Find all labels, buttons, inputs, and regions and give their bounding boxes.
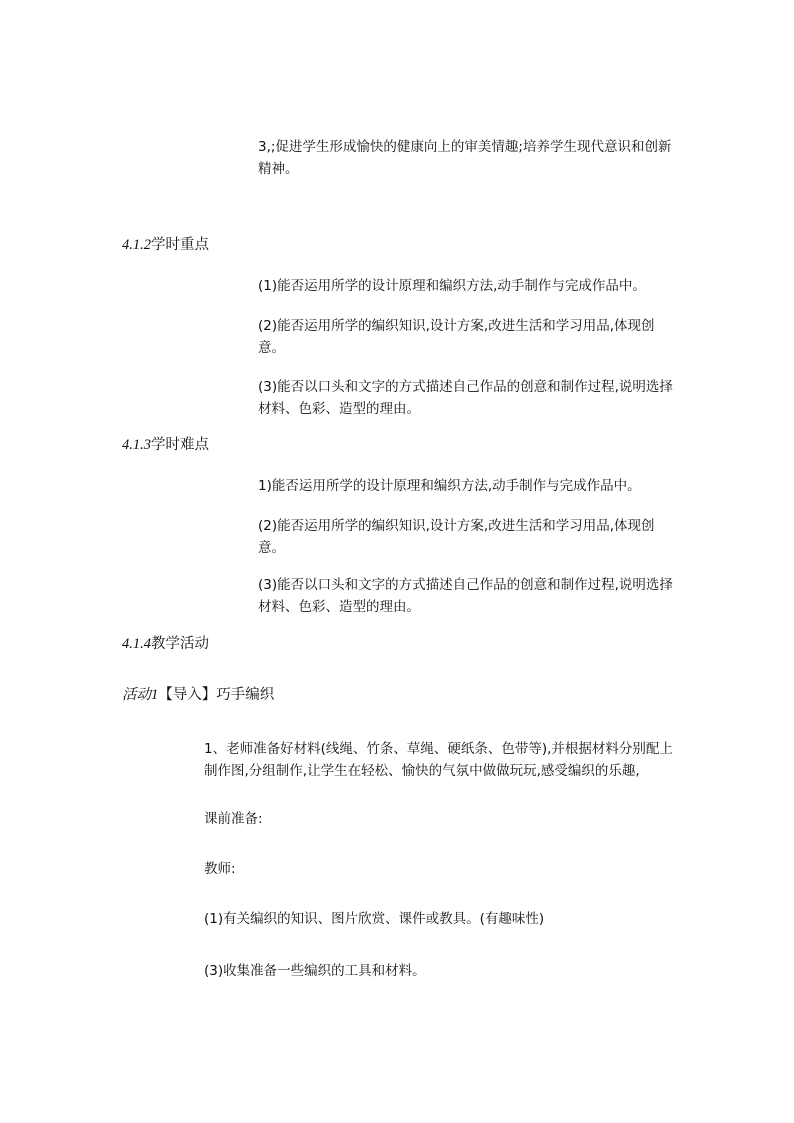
activity-paragraph: 1、老师准备好材料(线绳、竹条、草绳、硬纸条、色带等),并根据材料分别配上制作图,分组制作,让学生在轻松、愉快的气氛中做做玩玩,感受编织的乐趣, [204, 741, 673, 779]
key-point-2: (2)能否运用所学的编织知识,设计方案,改进生活和学习用品,体现创意。 [258, 318, 655, 356]
difficulty-1: 1)能否运用所学的设计原理和编织方法,动手制作与完成作品中。 [258, 478, 641, 494]
heading-number: 4.1.3 [122, 437, 151, 453]
heading-4-1-4 [122, 633, 209, 655]
heading-text: 教学活动 [151, 636, 209, 652]
goal-3-paragraph: 3,;促进学生形成愉快的健康向上的审美情趣;培养学生现代意识和创新精神。 [258, 139, 672, 177]
activity-1-title [122, 684, 274, 706]
prep-item-3: (3)收集准备一些编织的工具和材料。 [204, 963, 426, 979]
key-point-3: (3)能否以口头和文字的方式描述自己作品的创意和制作过程,说明选择材料、色彩、造型的理由。 [258, 379, 673, 417]
difficulty-3: (3)能否以口头和文字的方式描述自己作品的创意和制作过程,说明选择材料、色彩、造型的理由。 [258, 577, 673, 615]
heading-number: 4.1.2 [122, 237, 151, 253]
heading-text: 学时难点 [151, 437, 209, 453]
difficulty-2: (2)能否运用所学的编织知识,设计方案,改进生活和学习用品,体现创意。 [258, 518, 655, 556]
heading-text: 学时重点 [151, 237, 209, 253]
heading-4-1-3 [122, 434, 209, 456]
activity-name: 【导入】巧手编织 [158, 687, 275, 703]
prep-item-1: (1)有关编织的知识、图片欣赏、课件或教具。(有趣味性) [204, 911, 545, 927]
activity-number: 活动1 [122, 687, 159, 703]
prep-label: 课前准备: [204, 811, 263, 827]
heading-4-1-2 [122, 234, 209, 256]
teacher-label: 教师: [204, 861, 236, 877]
heading-number: 4.1.4 [122, 636, 151, 652]
key-point-1: (1)能否运用所学的设计原理和编织方法,动手制作与完成作品中。 [258, 278, 646, 294]
